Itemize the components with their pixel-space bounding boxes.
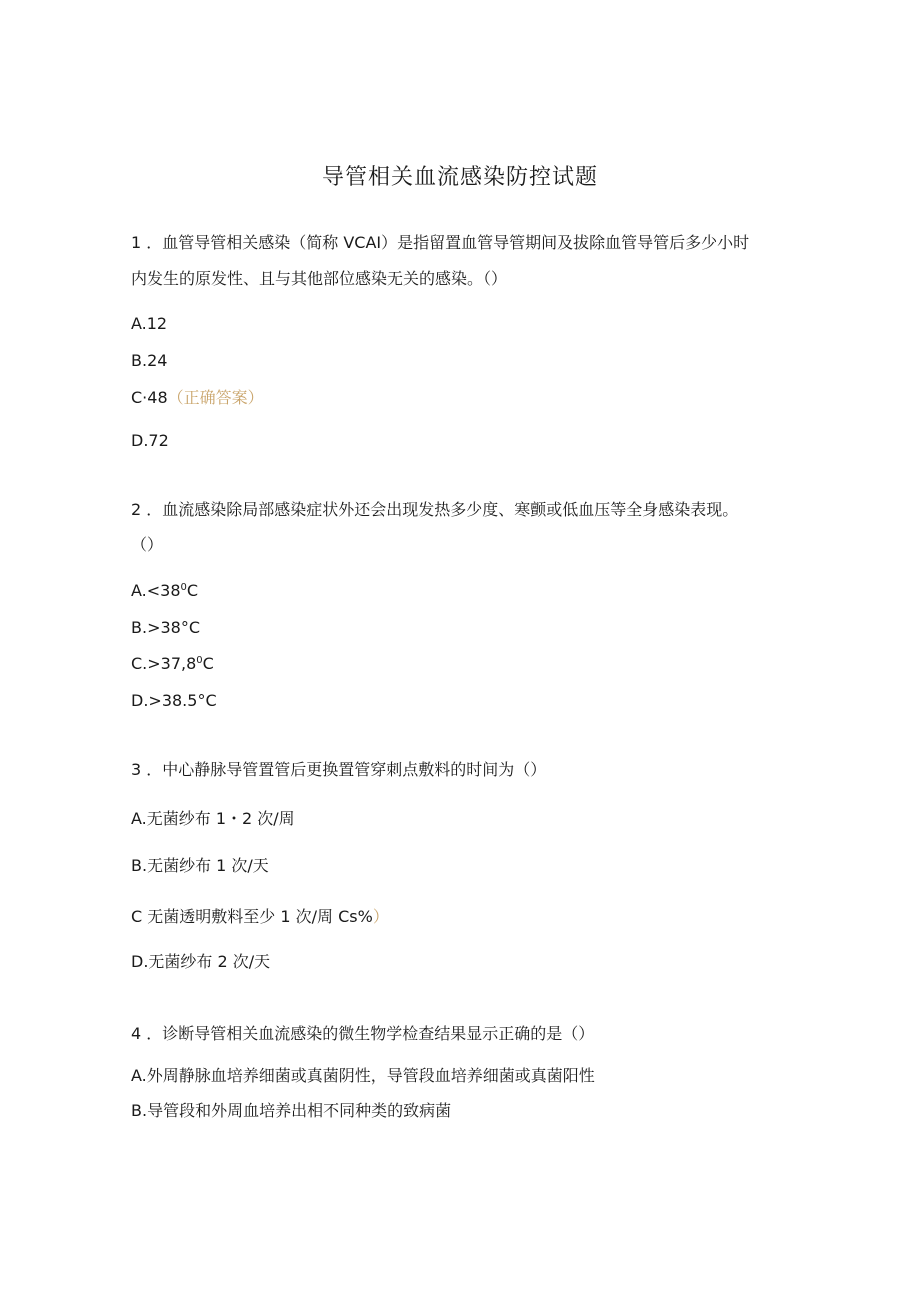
question-2-option-c: [131, 654, 214, 674]
question-2-option-a: [131, 581, 198, 601]
correct-answer-note: （正确答案）: [167, 388, 264, 407]
question-3-option-a: A.无菌纱布 1・2 次/周: [131, 809, 295, 828]
question-2-option-d: D.>38.5°C: [131, 691, 217, 710]
question-3-option-b: B.无菌纱布 1 次/天: [131, 856, 269, 875]
question-4-option-a: A.外周静脉血培养细菌或真菌阴性，导管段血培养细菌或真菌阳性: [131, 1066, 595, 1085]
question-2-option-b: B.>38°C: [131, 618, 200, 637]
question-1-stem-line-2: 内发生的原发性、且与其他部位感染无关的感染。（）: [131, 269, 508, 288]
question-3-stem-line-1: 3 ．中心静脉导管置管后更换置管穿刺点敷料的时间为（）: [131, 760, 547, 779]
question-1-option-c: [131, 388, 264, 408]
question-1-option-a: A.12: [131, 314, 168, 333]
question-1-stem-line-1: 1 ．血管导管相关感染（简称 VCAI）是指留置血管导管期间及拔除血管导管后多少小时: [131, 233, 750, 252]
question-1-option-c-text: C·48: [131, 388, 168, 407]
question-3-option-c-paren: ）: [372, 907, 389, 926]
question-2-option-c-unit: C: [202, 654, 214, 673]
question-3-option-d: D.无菌纱布 2 次/天: [131, 952, 271, 971]
question-4-stem-line-1: 4 ．诊断导管相关血流感染的微生物学检查结果显示正确的是（）: [131, 1024, 595, 1043]
question-2-option-c-text: C.>37,8: [131, 654, 197, 673]
question-3-option-c: [131, 907, 389, 927]
question-1-option-d: D.72: [131, 431, 169, 450]
question-2-stem-line-1: 2 ．血流感染除局部感染症状外还会出现发热多少度、寒颤或低血压等全身感染表现。: [131, 500, 739, 519]
question-2-option-a-sup: 0: [180, 582, 187, 593]
page-title: 导管相关血流感染防控试题: [321, 165, 598, 190]
question-1-option-b: B.24: [131, 351, 168, 370]
question-2-option-a-text: A.<38: [131, 581, 181, 600]
question-2-option-a-unit: C: [186, 581, 199, 600]
question-4-option-b: B.导管段和外周血培养出相不同种类的致病菌: [131, 1101, 452, 1120]
question-2-option-c-sup: 0: [196, 655, 203, 666]
question-3-option-c-text: C 无菌透明敷料至少 1 次/周 Cs%: [131, 907, 373, 926]
question-2-stem-line-2: （）: [131, 535, 164, 554]
